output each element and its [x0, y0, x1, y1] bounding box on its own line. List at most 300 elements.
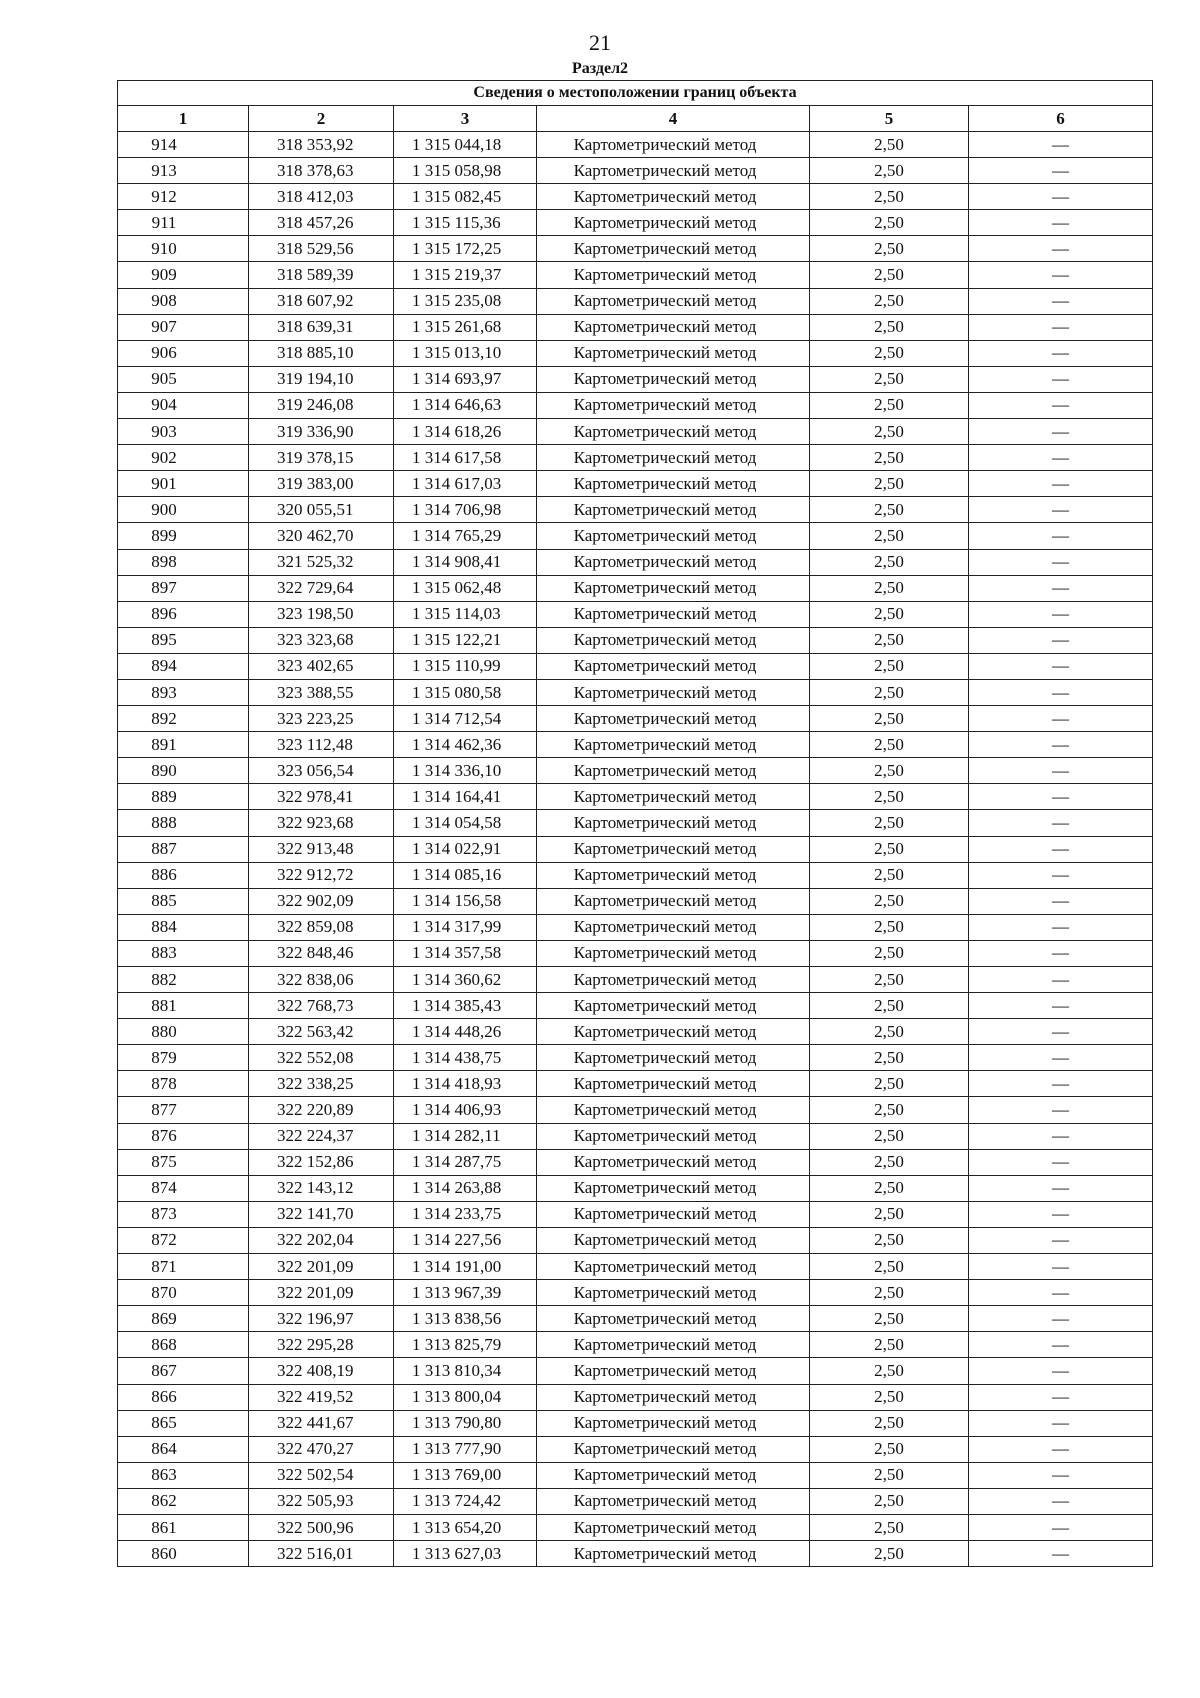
coordinate-y-cell: 1 313 810,34 [394, 1358, 537, 1384]
accuracy-cell: 2,50 [810, 993, 969, 1019]
note-cell: — [969, 497, 1153, 523]
method-cell: Картометрический метод [537, 1123, 810, 1149]
coordinate-y-cell: 1 314 617,58 [394, 445, 537, 471]
table-row [118, 1097, 1153, 1123]
accuracy-cell: 2,50 [810, 471, 969, 497]
coordinate-y-cell: 1 314 908,41 [394, 549, 537, 575]
coordinate-y-cell: 1 314 617,03 [394, 471, 537, 497]
note-cell: — [969, 1280, 1153, 1306]
coordinate-x-cell: 323 388,55 [249, 679, 394, 705]
note-cell: — [969, 210, 1153, 236]
accuracy-cell: 2,50 [810, 1071, 969, 1097]
point-number-cell: 869 [118, 1306, 249, 1332]
coordinate-x-cell: 323 223,25 [249, 706, 394, 732]
coordinate-x-cell: 322 500,96 [249, 1514, 394, 1540]
coordinate-x-cell: 322 152,86 [249, 1149, 394, 1175]
coordinate-y-cell: 1 315 115,36 [394, 210, 537, 236]
method-cell: Картометрический метод [537, 445, 810, 471]
coordinate-x-cell: 322 516,01 [249, 1541, 394, 1567]
column-number-5: 5 [810, 106, 969, 132]
table-row [118, 523, 1153, 549]
table-row [118, 940, 1153, 966]
method-cell: Картометрический метод [537, 1254, 810, 1280]
column-number-2: 2 [249, 106, 394, 132]
coordinate-x-cell: 318 457,26 [249, 210, 394, 236]
point-number-cell: 895 [118, 627, 249, 653]
point-number-cell: 882 [118, 967, 249, 993]
note-cell: — [969, 653, 1153, 679]
accuracy-cell: 2,50 [810, 158, 969, 184]
accuracy-cell: 2,50 [810, 784, 969, 810]
accuracy-cell: 2,50 [810, 1175, 969, 1201]
note-cell: — [969, 1201, 1153, 1227]
coordinate-x-cell: 319 378,15 [249, 445, 394, 471]
method-cell: Картометрический метод [537, 549, 810, 575]
method-cell: Картометрический метод [537, 732, 810, 758]
accuracy-cell: 2,50 [810, 706, 969, 732]
table-row [118, 471, 1153, 497]
coordinate-y-cell: 1 315 044,18 [394, 132, 537, 158]
accuracy-cell: 2,50 [810, 1019, 969, 1045]
note-cell: — [969, 1045, 1153, 1071]
method-cell: Картометрический метод [537, 1332, 810, 1358]
point-number-cell: 889 [118, 784, 249, 810]
method-cell: Картометрический метод [537, 758, 810, 784]
coordinate-x-cell: 322 338,25 [249, 1071, 394, 1097]
coordinate-x-cell: 318 353,92 [249, 132, 394, 158]
method-cell: Картометрический метод [537, 523, 810, 549]
method-cell: Картометрический метод [537, 1306, 810, 1332]
point-number-cell: 890 [118, 758, 249, 784]
table-row [118, 732, 1153, 758]
coordinate-x-cell: 322 295,28 [249, 1332, 394, 1358]
table-row [118, 158, 1153, 184]
point-number-cell: 878 [118, 1071, 249, 1097]
accuracy-cell: 2,50 [810, 1123, 969, 1149]
table-row [118, 862, 1153, 888]
table-row [118, 653, 1153, 679]
coordinate-y-cell: 1 313 967,39 [394, 1280, 537, 1306]
note-cell: — [969, 1436, 1153, 1462]
note-cell: — [969, 549, 1153, 575]
coordinate-y-cell: 1 314 385,43 [394, 993, 537, 1019]
point-number-cell: 880 [118, 1019, 249, 1045]
accuracy-cell: 2,50 [810, 627, 969, 653]
point-number-cell: 885 [118, 888, 249, 914]
table-row [118, 967, 1153, 993]
note-cell: — [969, 392, 1153, 418]
accuracy-cell: 2,50 [810, 1280, 969, 1306]
method-cell: Картометрический метод [537, 679, 810, 705]
method-cell: Картометрический метод [537, 1227, 810, 1253]
accuracy-cell: 2,50 [810, 1462, 969, 1488]
table-row [118, 1254, 1153, 1280]
coordinate-x-cell: 322 441,67 [249, 1410, 394, 1436]
coordinate-x-cell: 322 224,37 [249, 1123, 394, 1149]
point-number-cell: 862 [118, 1488, 249, 1514]
point-number-cell: 861 [118, 1514, 249, 1540]
boundary-table-container [117, 80, 1153, 1567]
coordinate-x-cell: 318 607,92 [249, 288, 394, 314]
note-cell: — [969, 1306, 1153, 1332]
accuracy-cell: 2,50 [810, 1149, 969, 1175]
method-cell: Картометрический метод [537, 471, 810, 497]
coordinate-y-cell: 1 314 712,54 [394, 706, 537, 732]
coordinate-x-cell: 322 912,72 [249, 862, 394, 888]
boundary-coordinates-table [117, 80, 1153, 1567]
note-cell: — [969, 1541, 1153, 1567]
method-cell: Картометрический метод [537, 888, 810, 914]
coordinate-x-cell: 322 838,06 [249, 967, 394, 993]
accuracy-cell: 2,50 [810, 497, 969, 523]
coordinate-x-cell: 322 408,19 [249, 1358, 394, 1384]
note-cell: — [969, 940, 1153, 966]
coordinate-y-cell: 1 315 172,25 [394, 236, 537, 262]
point-number-cell: 914 [118, 132, 249, 158]
table-row [118, 1541, 1153, 1567]
table-row [118, 184, 1153, 210]
coordinate-y-cell: 1 315 219,37 [394, 262, 537, 288]
accuracy-cell: 2,50 [810, 1201, 969, 1227]
table-row [118, 1462, 1153, 1488]
table-row [118, 497, 1153, 523]
table-row [118, 1071, 1153, 1097]
coordinate-y-cell: 1 314 406,93 [394, 1097, 537, 1123]
method-cell: Картометрический метод [537, 1488, 810, 1514]
table-body [118, 132, 1153, 1567]
point-number-cell: 911 [118, 210, 249, 236]
coordinate-x-cell: 322 196,97 [249, 1306, 394, 1332]
note-cell: — [969, 262, 1153, 288]
table-row [118, 236, 1153, 262]
note-cell: — [969, 967, 1153, 993]
coordinate-y-cell: 1 314 448,26 [394, 1019, 537, 1045]
table-row [118, 1175, 1153, 1201]
coordinate-x-cell: 322 978,41 [249, 784, 394, 810]
table-row [118, 601, 1153, 627]
table-row [118, 1358, 1153, 1384]
coordinate-y-cell: 1 314 156,58 [394, 888, 537, 914]
coordinate-x-cell: 322 202,04 [249, 1227, 394, 1253]
table-caption: Сведения о местоположении границ объекта [118, 81, 1153, 106]
table-row [118, 888, 1153, 914]
accuracy-cell: 2,50 [810, 1227, 969, 1253]
point-number-cell: 867 [118, 1358, 249, 1384]
method-cell: Картометрический метод [537, 1410, 810, 1436]
note-cell: — [969, 1227, 1153, 1253]
method-cell: Картометрический метод [537, 158, 810, 184]
method-cell: Картометрический метод [537, 810, 810, 836]
accuracy-cell: 2,50 [810, 1097, 969, 1123]
method-cell: Картометрический метод [537, 236, 810, 262]
note-cell: — [969, 1254, 1153, 1280]
point-number-cell: 897 [118, 575, 249, 601]
table-row [118, 132, 1153, 158]
accuracy-cell: 2,50 [810, 1541, 969, 1567]
note-cell: — [969, 1462, 1153, 1488]
coordinate-x-cell: 322 768,73 [249, 993, 394, 1019]
table-row [118, 914, 1153, 940]
point-number-cell: 904 [118, 392, 249, 418]
accuracy-cell: 2,50 [810, 732, 969, 758]
accuracy-cell: 2,50 [810, 1045, 969, 1071]
note-cell: — [969, 1410, 1153, 1436]
table-row [118, 575, 1153, 601]
coordinate-x-cell: 322 470,27 [249, 1436, 394, 1462]
accuracy-cell: 2,50 [810, 288, 969, 314]
method-cell: Картометрический метод [537, 862, 810, 888]
note-cell: — [969, 575, 1153, 601]
accuracy-cell: 2,50 [810, 523, 969, 549]
coordinate-x-cell: 318 639,31 [249, 314, 394, 340]
method-cell: Картометрический метод [537, 914, 810, 940]
point-number-cell: 891 [118, 732, 249, 758]
note-cell: — [969, 132, 1153, 158]
table-row [118, 836, 1153, 862]
note-cell: — [969, 732, 1153, 758]
table-row [118, 1201, 1153, 1227]
accuracy-cell: 2,50 [810, 445, 969, 471]
coordinate-y-cell: 1 314 357,58 [394, 940, 537, 966]
method-cell: Картометрический метод [537, 1175, 810, 1201]
coordinate-x-cell: 318 589,39 [249, 262, 394, 288]
table-row [118, 1436, 1153, 1462]
accuracy-cell: 2,50 [810, 210, 969, 236]
table-row [118, 366, 1153, 392]
point-number-cell: 871 [118, 1254, 249, 1280]
coordinate-x-cell: 322 505,93 [249, 1488, 394, 1514]
table-row [118, 1045, 1153, 1071]
coordinate-x-cell: 322 419,52 [249, 1384, 394, 1410]
point-number-cell: 892 [118, 706, 249, 732]
table-row [118, 419, 1153, 445]
table-row [118, 810, 1153, 836]
coordinate-x-cell: 323 112,48 [249, 732, 394, 758]
coordinate-y-cell: 1 313 777,90 [394, 1436, 537, 1462]
method-cell: Картометрический метод [537, 288, 810, 314]
note-cell: — [969, 158, 1153, 184]
table-row [118, 706, 1153, 732]
table-row [118, 1410, 1153, 1436]
table-row [118, 445, 1153, 471]
accuracy-cell: 2,50 [810, 575, 969, 601]
note-cell: — [969, 236, 1153, 262]
table-row [118, 340, 1153, 366]
method-cell: Картометрический метод [537, 653, 810, 679]
method-cell: Картометрический метод [537, 1280, 810, 1306]
point-number-cell: 909 [118, 262, 249, 288]
coordinate-y-cell: 1 314 462,36 [394, 732, 537, 758]
method-cell: Картометрический метод [537, 132, 810, 158]
method-cell: Картометрический метод [537, 210, 810, 236]
coordinate-x-cell: 323 323,68 [249, 627, 394, 653]
method-cell: Картометрический метод [537, 392, 810, 418]
accuracy-cell: 2,50 [810, 967, 969, 993]
point-number-cell: 907 [118, 314, 249, 340]
coordinate-x-cell: 319 194,10 [249, 366, 394, 392]
accuracy-cell: 2,50 [810, 236, 969, 262]
note-cell: — [969, 1384, 1153, 1410]
note-cell: — [969, 1514, 1153, 1540]
coordinate-y-cell: 1 314 287,75 [394, 1149, 537, 1175]
point-number-cell: 900 [118, 497, 249, 523]
point-number-cell: 901 [118, 471, 249, 497]
coordinate-y-cell: 1 314 646,63 [394, 392, 537, 418]
method-cell: Картометрический метод [537, 1541, 810, 1567]
accuracy-cell: 2,50 [810, 262, 969, 288]
coordinate-x-cell: 322 201,09 [249, 1254, 394, 1280]
method-cell: Картометрический метод [537, 1462, 810, 1488]
coordinate-y-cell: 1 313 724,42 [394, 1488, 537, 1514]
note-cell: — [969, 314, 1153, 340]
page-number: 21 [589, 30, 611, 55]
note-cell: — [969, 914, 1153, 940]
coordinate-y-cell: 1 315 080,58 [394, 679, 537, 705]
coordinate-y-cell: 1 314 693,97 [394, 366, 537, 392]
accuracy-cell: 2,50 [810, 940, 969, 966]
coordinate-y-cell: 1 313 627,03 [394, 1541, 537, 1567]
accuracy-cell: 2,50 [810, 1306, 969, 1332]
method-cell: Картометрический метод [537, 575, 810, 601]
accuracy-cell: 2,50 [810, 758, 969, 784]
section-title: Раздел2 [571, 60, 629, 77]
method-cell: Картометрический метод [537, 419, 810, 445]
point-number-cell: 873 [118, 1201, 249, 1227]
coordinate-y-cell: 1 314 317,99 [394, 914, 537, 940]
accuracy-cell: 2,50 [810, 340, 969, 366]
table-row [118, 993, 1153, 1019]
note-cell: — [969, 758, 1153, 784]
coordinate-y-cell: 1 315 235,08 [394, 288, 537, 314]
coordinate-y-cell: 1 314 233,75 [394, 1201, 537, 1227]
note-cell: — [969, 810, 1153, 836]
accuracy-cell: 2,50 [810, 184, 969, 210]
method-cell: Картометрический метод [537, 1097, 810, 1123]
accuracy-cell: 2,50 [810, 1358, 969, 1384]
accuracy-cell: 2,50 [810, 1514, 969, 1540]
coordinate-x-cell: 321 525,32 [249, 549, 394, 575]
coordinate-x-cell: 318 529,56 [249, 236, 394, 262]
accuracy-cell: 2,50 [810, 888, 969, 914]
coordinate-x-cell: 319 383,00 [249, 471, 394, 497]
coordinate-x-cell: 322 923,68 [249, 810, 394, 836]
note-cell: — [969, 1071, 1153, 1097]
point-number-cell: 908 [118, 288, 249, 314]
point-number-cell: 883 [118, 940, 249, 966]
accuracy-cell: 2,50 [810, 1488, 969, 1514]
point-number-cell: 860 [118, 1541, 249, 1567]
point-number-cell: 905 [118, 366, 249, 392]
table-row [118, 1280, 1153, 1306]
coordinate-y-cell: 1 315 013,10 [394, 340, 537, 366]
coordinate-x-cell: 322 729,64 [249, 575, 394, 601]
point-number-cell: 898 [118, 549, 249, 575]
coordinate-y-cell: 1 315 082,45 [394, 184, 537, 210]
coordinate-x-cell: 322 220,89 [249, 1097, 394, 1123]
column-number-row [118, 106, 1153, 132]
accuracy-cell: 2,50 [810, 1410, 969, 1436]
table-row [118, 288, 1153, 314]
accuracy-cell: 2,50 [810, 1384, 969, 1410]
coordinate-x-cell: 318 885,10 [249, 340, 394, 366]
coordinate-x-cell: 322 913,48 [249, 836, 394, 862]
coordinate-y-cell: 1 313 800,04 [394, 1384, 537, 1410]
method-cell: Картометрический метод [537, 262, 810, 288]
point-number-cell: 863 [118, 1462, 249, 1488]
table-row [118, 1227, 1153, 1253]
note-cell: — [969, 1097, 1153, 1123]
note-cell: — [969, 836, 1153, 862]
coordinate-x-cell: 318 412,03 [249, 184, 394, 210]
table-row [118, 549, 1153, 575]
coordinate-x-cell: 322 563,42 [249, 1019, 394, 1045]
column-number-4: 4 [537, 106, 810, 132]
method-cell: Картометрический метод [537, 314, 810, 340]
method-cell: Картометрический метод [537, 1358, 810, 1384]
accuracy-cell: 2,50 [810, 914, 969, 940]
coordinate-y-cell: 1 315 114,03 [394, 601, 537, 627]
table-row [118, 392, 1153, 418]
coordinate-x-cell: 322 848,46 [249, 940, 394, 966]
note-cell: — [969, 445, 1153, 471]
table-row [118, 627, 1153, 653]
coordinate-x-cell: 320 462,70 [249, 523, 394, 549]
coordinate-y-cell: 1 314 227,56 [394, 1227, 537, 1253]
accuracy-cell: 2,50 [810, 1332, 969, 1358]
table-row [118, 758, 1153, 784]
note-cell: — [969, 679, 1153, 705]
coordinate-x-cell: 323 402,65 [249, 653, 394, 679]
accuracy-cell: 2,50 [810, 392, 969, 418]
method-cell: Картометрический метод [537, 1149, 810, 1175]
table-row [118, 1123, 1153, 1149]
method-cell: Картометрический метод [537, 1436, 810, 1462]
note-cell: — [969, 993, 1153, 1019]
point-number-cell: 881 [118, 993, 249, 1019]
coordinate-y-cell: 1 315 110,99 [394, 653, 537, 679]
note-cell: — [969, 1019, 1153, 1045]
method-cell: Картометрический метод [537, 366, 810, 392]
accuracy-cell: 2,50 [810, 132, 969, 158]
table-row [118, 679, 1153, 705]
coordinate-x-cell: 323 056,54 [249, 758, 394, 784]
coordinate-x-cell: 318 378,63 [249, 158, 394, 184]
coordinate-y-cell: 1 315 261,68 [394, 314, 537, 340]
point-number-cell: 870 [118, 1280, 249, 1306]
coordinate-x-cell: 322 859,08 [249, 914, 394, 940]
method-cell: Картометрический метод [537, 940, 810, 966]
coordinate-y-cell: 1 313 825,79 [394, 1332, 537, 1358]
accuracy-cell: 2,50 [810, 679, 969, 705]
column-number-1: 1 [118, 106, 249, 132]
coordinate-y-cell: 1 313 769,00 [394, 1462, 537, 1488]
point-number-cell: 877 [118, 1097, 249, 1123]
method-cell: Картометрический метод [537, 706, 810, 732]
method-cell: Картометрический метод [537, 1045, 810, 1071]
note-cell: — [969, 1332, 1153, 1358]
accuracy-cell: 2,50 [810, 1254, 969, 1280]
method-cell: Картометрический метод [537, 1384, 810, 1410]
column-number-6: 6 [969, 106, 1153, 132]
coordinate-y-cell: 1 314 282,11 [394, 1123, 537, 1149]
point-number-cell: 865 [118, 1410, 249, 1436]
coordinate-y-cell: 1 314 706,98 [394, 497, 537, 523]
point-number-cell: 893 [118, 679, 249, 705]
column-number-3: 3 [394, 106, 537, 132]
point-number-cell: 886 [118, 862, 249, 888]
table-row [118, 1149, 1153, 1175]
note-cell: — [969, 1149, 1153, 1175]
